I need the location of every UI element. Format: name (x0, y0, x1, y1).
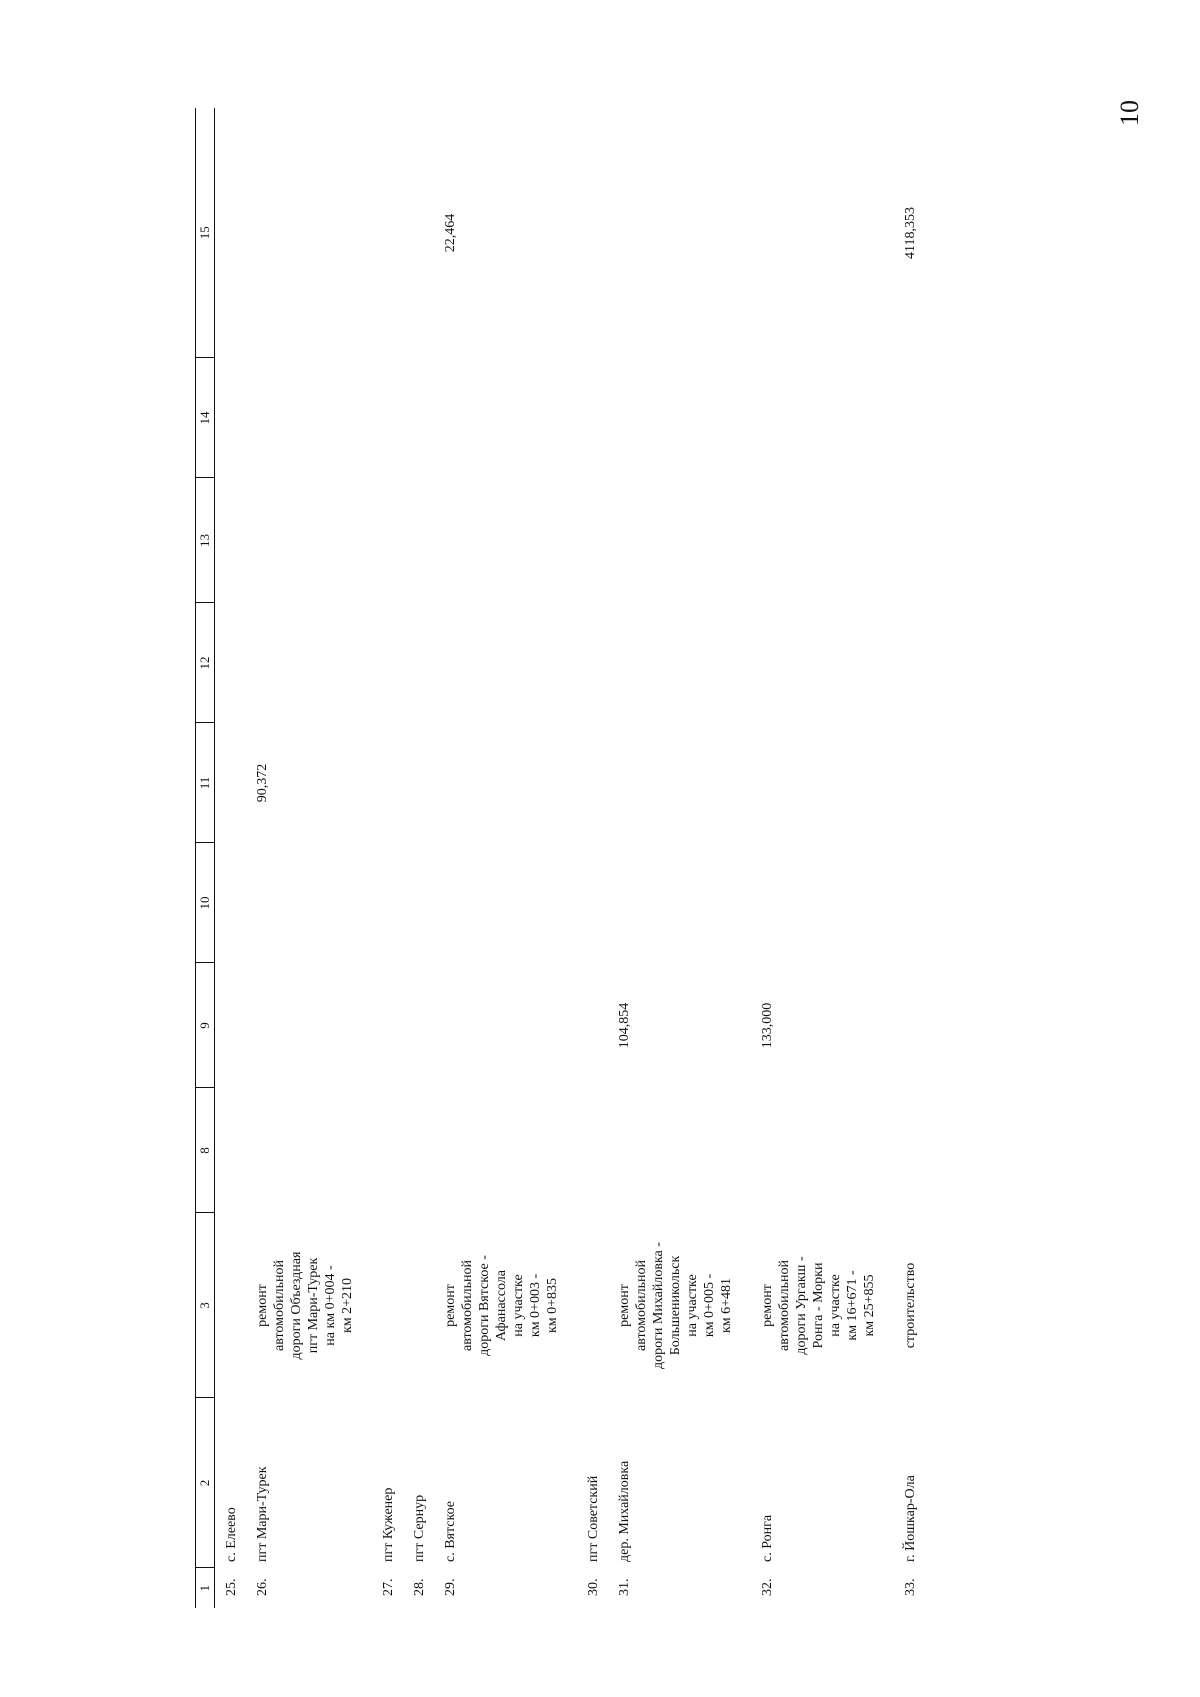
cell-col15 (215, 108, 247, 358)
cell-col9 (434, 963, 577, 1088)
row-location: г. Йошкар-Ола (903, 1475, 918, 1562)
row-location: пгт Сернур (412, 1494, 427, 1562)
cell-col14 (372, 358, 403, 478)
cell-col11: 90,372 (255, 763, 270, 803)
column-header: 13 (196, 478, 215, 603)
cell-col9 (215, 963, 247, 1088)
row-location: пгт Куженер (381, 1487, 396, 1562)
cell-col11 (751, 723, 894, 843)
cell-col15 (372, 108, 403, 358)
cell-col15 (403, 108, 434, 358)
table-row (608, 108, 751, 1608)
row-location: с. Вятское (443, 1501, 458, 1562)
cell-col13 (215, 478, 247, 603)
cell-col9 (894, 963, 925, 1088)
cell-col11 (577, 723, 608, 843)
cell-col13 (246, 478, 372, 603)
cell-col14 (434, 358, 577, 478)
cell-col15 (751, 108, 894, 358)
table-row (577, 108, 608, 1608)
cell-col14 (246, 358, 372, 478)
column-header: 2 (196, 1398, 215, 1568)
cell-col15: 22,464 (443, 213, 458, 253)
cell-col8 (403, 1088, 434, 1213)
cell-col11 (215, 723, 247, 843)
row-number: 27. (381, 1578, 396, 1596)
table-row (894, 108, 925, 1608)
cell-col9 (577, 963, 608, 1088)
cell-col13 (577, 478, 608, 603)
cell-col11 (372, 723, 403, 843)
cell-col12 (577, 603, 608, 723)
column-header: 1 (196, 1568, 215, 1608)
column-header: 14 (196, 358, 215, 478)
cell-col11 (894, 723, 925, 843)
cell-col8 (577, 1088, 608, 1213)
cell-col13 (608, 478, 751, 603)
cell-col8 (608, 1088, 751, 1213)
row-number: 26. (255, 1578, 270, 1596)
table-row (215, 108, 247, 1608)
cell-col10 (608, 843, 751, 963)
row-number: 33. (903, 1578, 918, 1596)
cell-col9: 133,000 (760, 1002, 775, 1049)
cell-col9 (403, 963, 434, 1088)
row-work: строительство (903, 1262, 918, 1349)
table-container (195, 108, 985, 1608)
cell-col12 (215, 603, 247, 723)
row-work (215, 1213, 247, 1398)
row-number: 30. (586, 1578, 601, 1596)
row-work (577, 1213, 608, 1398)
cell-col9 (372, 963, 403, 1088)
cell-col8 (372, 1088, 403, 1213)
row-number: 28. (412, 1578, 427, 1596)
cell-col10 (751, 843, 894, 963)
table-row (434, 108, 577, 1608)
cell-col12 (751, 603, 894, 723)
cell-col13 (434, 478, 577, 603)
cell-col8 (434, 1088, 577, 1213)
cell-col8 (894, 1088, 925, 1213)
column-header: 11 (196, 723, 215, 843)
cell-col12 (434, 603, 577, 723)
cell-col13 (751, 478, 894, 603)
cell-col12 (894, 603, 925, 723)
cell-col8 (751, 1088, 894, 1213)
cell-col14 (403, 358, 434, 478)
cell-col15 (246, 108, 372, 358)
cell-col15 (577, 108, 608, 358)
row-location: с. Елеево (224, 1507, 239, 1562)
cell-col10 (215, 843, 247, 963)
cell-col13 (372, 478, 403, 603)
data-table (195, 108, 925, 1608)
cell-col14 (894, 358, 925, 478)
table-row (751, 108, 894, 1608)
cell-col14 (751, 358, 894, 478)
cell-col10 (246, 843, 372, 963)
cell-col11 (608, 723, 751, 843)
cell-col11 (434, 723, 577, 843)
row-work: ремонт автомобильной дороги Ургакш - Ронга - Морки на участке км 16+671 - км 25+855 (760, 1256, 877, 1355)
cell-col14 (608, 358, 751, 478)
cell-col11 (403, 723, 434, 843)
table-row (372, 108, 403, 1608)
row-location: пгт Советский (586, 1475, 601, 1562)
column-header: 15 (196, 108, 215, 358)
cell-col15: 4118,353 (903, 207, 918, 259)
row-work (403, 1213, 434, 1398)
cell-col12 (608, 603, 751, 723)
row-work: ремонт автомобильной дороги Объездная пгт Мари-Турек на км 0+004 - км 2+210 (255, 1251, 355, 1360)
cell-col10 (577, 843, 608, 963)
cell-col8 (215, 1088, 247, 1213)
header-row (196, 108, 215, 1608)
cell-col9: 104,854 (617, 1002, 632, 1049)
row-location: дер. Михайловка (617, 1460, 632, 1562)
cell-col9 (246, 963, 372, 1088)
cell-col10 (403, 843, 434, 963)
table-row (246, 108, 372, 1608)
cell-col10 (372, 843, 403, 963)
cell-col10 (894, 843, 925, 963)
column-header: 3 (196, 1213, 215, 1398)
column-header: 8 (196, 1088, 215, 1213)
row-number: 31. (617, 1578, 632, 1596)
column-header: 10 (196, 843, 215, 963)
column-header: 9 (196, 963, 215, 1088)
row-number: 25. (224, 1578, 239, 1596)
row-work: ремонт автомобильной дороги Михайловка - Большеникольск на участке км 0+005 - км 6+481 (617, 1242, 734, 1369)
cell-col12 (372, 603, 403, 723)
table-row (403, 108, 434, 1608)
row-location: с. Ронга (760, 1514, 775, 1562)
cell-col14 (215, 358, 247, 478)
row-number: 32. (760, 1578, 775, 1596)
row-work: ремонт автомобильной дороги Вятское - Афанассола на участке км 0+003 - км 0+835 (443, 1255, 560, 1356)
cell-col10 (434, 843, 577, 963)
column-header: 12 (196, 603, 215, 723)
cell-col15 (608, 108, 751, 358)
row-work (372, 1213, 403, 1398)
row-location: пгт Мари-Турек (255, 1466, 270, 1562)
cell-col13 (403, 478, 434, 603)
page-number: 10 (1115, 100, 1144, 126)
cell-col8 (246, 1088, 372, 1213)
row-number: 29. (443, 1578, 458, 1596)
cell-col14 (577, 358, 608, 478)
cell-col13 (894, 478, 925, 603)
cell-col12 (246, 603, 372, 723)
cell-col12 (403, 603, 434, 723)
